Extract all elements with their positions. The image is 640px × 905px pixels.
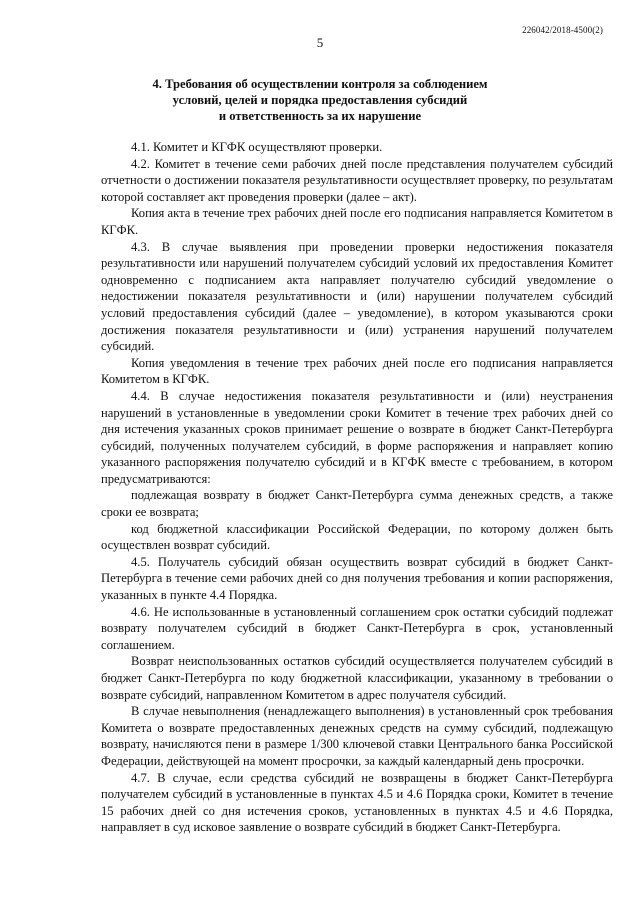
- heading-line-3: и ответственность за их нарушение: [218, 109, 422, 123]
- document-id: 226042/2018-4500(2): [522, 25, 603, 35]
- section-heading: [60, 76, 580, 124]
- paragraph-4-6: 4.6. Не использованные в установленный соглашением срок остатки субсидий подлежат возврату получателем субсидий в бюджет Санкт-Петербурга в срок, установленный соглашением.: [101, 604, 613, 652]
- paragraph-penalty: В случае невыполнения (ненадлежащего выполнения) в установленный срок требования Комитета о возврате предоставленных денежных средств на сумму субсидий, подлежащую возврату, начисляются пени в размере 1/300 ключевой ставки Центрального банка Российской Федерации, действующей на момент просрочки, за каждый календарный день просрочки.: [101, 704, 613, 768]
- paragraph-notice-copy: Копия уведомления в течение трех рабочих дней после его подписания направляется Комитетом в КГФК.: [101, 355, 613, 387]
- paragraph-unused-remainder: Возврат неиспользованных остатков субсидий осуществляется получателем субсидий в бюджет Санкт-Петербурга по коду бюджетной классификации, указанному в требовании о возврате субсидий, направленном Комитетом в адрес получателя субсидий.: [101, 654, 613, 702]
- paragraph-act-copy: Копия акта в течение трех рабочих дней после его подписания направляется Комитетом в КГФК.: [101, 206, 613, 237]
- paragraph-budget-code: код бюджетной классификации Российской Федерации, по которому должен быть осуществлен возврат субсидий.: [101, 521, 613, 553]
- paragraph-4-4: 4.4. В случае недостижения показателя результативности и (или) неустранения нарушений в установленные в уведомлении сроки Комитет в течение трех рабочих дней со дня истечения указанных сроков принимает решение о возврате в бюджет Санкт-Петербурга субсидий, полученных получателем субсидий, в форме распоряжения и направляет копию указанного распоряжения получателю субсидий и в КГФК вместе с требованием, в котором предусматриваются:: [101, 388, 613, 486]
- paragraph-4-5: 4.5. Получатель субсидий обязан осуществить возврат субсидий в бюджет Санкт-Петербурга в течение семи рабочих дней со дня получения требования и копии распоряжения, указанных в пункте 4.4 Порядка.: [101, 554, 613, 603]
- paragraph-4-3: 4.3. В случае выявления при проведении проверки недостижения показателя результативности или нарушений получателем субсидий условий их предоставления Комитет одновременно с подписанием акта направляет получателю субсидий уведомление о недостижении показателя результативности и (или) нарушении получателем субсидий условий предоставления субсидий (далее – уведомление), в котором указываются сроки достижения показателя результативности и (или) устранения нарушений получателем субсидий.: [101, 239, 613, 354]
- heading-line-1: 4. Требования об осуществлении контроля за соблюдением: [152, 77, 488, 91]
- paragraph-refund-amount: подлежащая возврату в бюджет Санкт-Петербурга сумма денежных средств, а также сроки ее возврата;: [101, 488, 613, 520]
- paragraph-4-2: 4.2. Комитет в течение семи рабочих дней после представления получателем субсидий отчетности о достижении показателя результативности осуществляет проверку, по результатам которой составляет акт проведения проверки (далее – акт).: [101, 156, 613, 204]
- document-body: [101, 139, 613, 836]
- page-number: 5: [316, 35, 324, 50]
- heading-line-2: условий, целей и порядка предоставления субсидий: [172, 93, 468, 107]
- paragraph-4-1: 4.1. Комитет и КГФК осуществляют проверки.: [131, 140, 383, 154]
- paragraph-4-7: 4.7. В случае, если средства субсидий не возвращены в бюджет Санкт-Петербурга получателем субсидий в установленные в пунктах 4.5 и 4.6 Порядка сроки, Комитет в течение 15 рабочих дней со дня истечения сроков, установленных в пунктах 4.5 и 4.6 Порядка, направляет в суд исковое заявление о возврате субсидий в бюджет Санкт-Петербурга.: [101, 770, 613, 835]
